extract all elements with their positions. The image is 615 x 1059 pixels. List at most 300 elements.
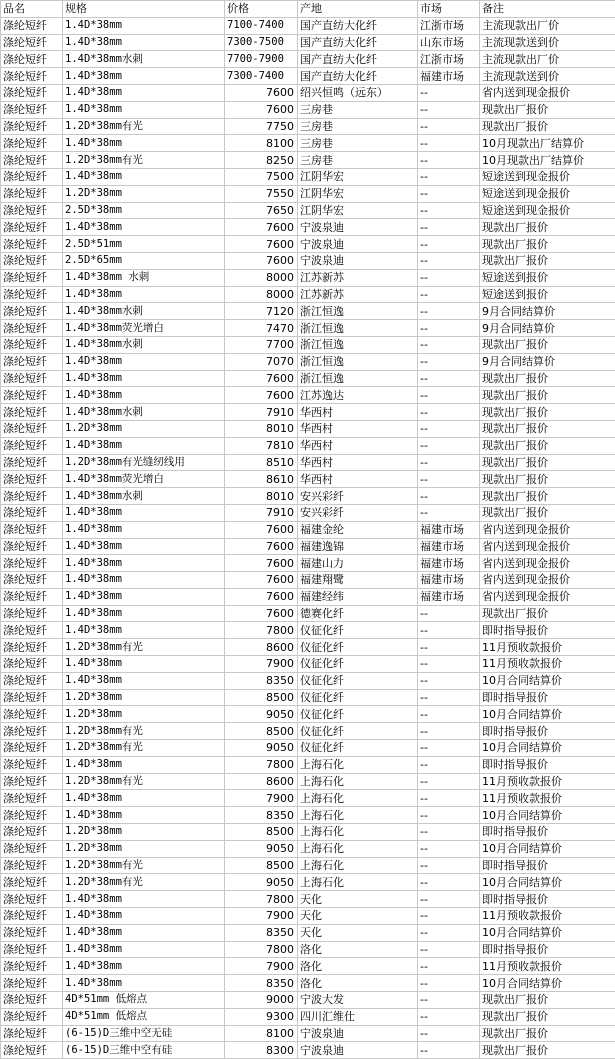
cell-origin: 江苏新苏	[298, 269, 418, 286]
table-row	[1, 924, 615, 941]
table-body	[1, 17, 615, 1058]
cell-spec: 1.4D*38mm	[63, 756, 225, 773]
cell-product-name: 涤纶短纤	[1, 807, 63, 824]
cell-product-name: 涤纶短纤	[1, 488, 63, 505]
cell-remark: 现款出厂报价	[480, 101, 615, 118]
cell-product-name: 涤纶短纤	[1, 68, 63, 85]
cell-price: 8600	[225, 773, 298, 790]
cell-product-name: 涤纶短纤	[1, 420, 63, 437]
cell-price: 8350	[225, 924, 298, 941]
cell-origin: 上海石化	[298, 773, 418, 790]
cell-remark: 即时指导报价	[480, 941, 615, 958]
cell-spec: 1.4D*38mm	[63, 891, 225, 908]
table-row	[1, 286, 615, 303]
cell-origin: 上海石化	[298, 874, 418, 891]
cell-price: 9000	[225, 992, 298, 1009]
cell-market: --	[418, 219, 480, 236]
cell-market: --	[418, 437, 480, 454]
cell-market: --	[418, 269, 480, 286]
table-row	[1, 773, 615, 790]
cell-product-name: 涤纶短纤	[1, 756, 63, 773]
table-row	[1, 824, 615, 841]
cell-spec: 1.4D*38mm	[63, 521, 225, 538]
table-row	[1, 437, 615, 454]
cell-origin: 江阴华宏	[298, 202, 418, 219]
table-row	[1, 756, 615, 773]
cell-spec: 1.4D*38mm荧光增白	[63, 320, 225, 337]
cell-product-name: 涤纶短纤	[1, 1025, 63, 1042]
cell-market: --	[418, 1008, 480, 1025]
cell-product-name: 涤纶短纤	[1, 706, 63, 723]
table-row	[1, 269, 615, 286]
cell-remark: 主流现款出厂价	[480, 17, 615, 34]
cell-spec: 1.4D*38mm	[63, 286, 225, 303]
cell-spec: 1.4D*38mm水刺	[63, 51, 225, 68]
cell-price: 7070	[225, 353, 298, 370]
table-row	[1, 672, 615, 689]
cell-market: --	[418, 286, 480, 303]
cell-product-name: 涤纶短纤	[1, 521, 63, 538]
cell-spec: 1.4D*38mm	[63, 504, 225, 521]
cell-product-name: 涤纶短纤	[1, 404, 63, 421]
cell-price: 7650	[225, 202, 298, 219]
cell-origin: 上海石化	[298, 790, 418, 807]
cell-product-name: 涤纶短纤	[1, 588, 63, 605]
cell-product-name: 涤纶短纤	[1, 387, 63, 404]
cell-product-name: 涤纶短纤	[1, 101, 63, 118]
cell-origin: 洛化	[298, 958, 418, 975]
cell-price: 7900	[225, 790, 298, 807]
cell-market: --	[418, 924, 480, 941]
cell-product-name: 涤纶短纤	[1, 269, 63, 286]
cell-spec: 1.2D*38mm有光	[63, 874, 225, 891]
cell-remark: 即时指导报价	[480, 689, 615, 706]
cell-price: 7600	[225, 84, 298, 101]
cell-spec: 1.2D*38mm	[63, 840, 225, 857]
cell-spec: 1.2D*38mm	[63, 185, 225, 202]
cell-product-name: 涤纶短纤	[1, 370, 63, 387]
cell-spec: 1.4D*38mm	[63, 941, 225, 958]
header-remark: 备注	[480, 1, 615, 18]
cell-product-name: 涤纶短纤	[1, 941, 63, 958]
cell-remark: 10月合同结算价	[480, 874, 615, 891]
cell-price: 7600	[225, 521, 298, 538]
cell-origin: 浙江恒逸	[298, 303, 418, 320]
cell-product-name: 涤纶短纤	[1, 252, 63, 269]
cell-market: --	[418, 471, 480, 488]
cell-spec: 1.4D*38mm	[63, 219, 225, 236]
cell-market: 福建市场	[418, 572, 480, 589]
cell-product-name: 涤纶短纤	[1, 34, 63, 51]
cell-remark: 现款出厂报价	[480, 992, 615, 1009]
table-row	[1, 874, 615, 891]
cell-product-name: 涤纶短纤	[1, 773, 63, 790]
cell-remark: 省内送到现金报价	[480, 572, 615, 589]
cell-spec: 1.4D*38mm	[63, 672, 225, 689]
cell-spec: 1.4D*38mm	[63, 605, 225, 622]
cell-origin: 三房巷	[298, 118, 418, 135]
cell-product-name: 涤纶短纤	[1, 840, 63, 857]
cell-price: 9050	[225, 840, 298, 857]
table-row	[1, 521, 615, 538]
cell-market: --	[418, 84, 480, 101]
cell-remark: 11月预收款报价	[480, 656, 615, 673]
table-row	[1, 152, 615, 169]
cell-remark: 10月合同结算价	[480, 807, 615, 824]
cell-product-name: 涤纶短纤	[1, 790, 63, 807]
table-row	[1, 219, 615, 236]
cell-product-name: 涤纶短纤	[1, 992, 63, 1009]
cell-price: 7900	[225, 958, 298, 975]
cell-product-name: 涤纶短纤	[1, 555, 63, 572]
table-row	[1, 975, 615, 992]
table-row	[1, 370, 615, 387]
cell-spec: 1.4D*38mm	[63, 975, 225, 992]
cell-price: 9050	[225, 740, 298, 757]
cell-product-name: 涤纶短纤	[1, 656, 63, 673]
cell-market: --	[418, 740, 480, 757]
cell-price: 8010	[225, 488, 298, 505]
cell-spec: 1.2D*38mm有光	[63, 857, 225, 874]
cell-product-name: 涤纶短纤	[1, 1008, 63, 1025]
table-row	[1, 68, 615, 85]
cell-origin: 华西村	[298, 471, 418, 488]
table-row	[1, 320, 615, 337]
table-row	[1, 404, 615, 421]
cell-price: 7100-7400	[225, 17, 298, 34]
cell-remark: 11月预收款报价	[480, 773, 615, 790]
cell-product-name: 涤纶短纤	[1, 454, 63, 471]
cell-remark: 10月合同结算价	[480, 706, 615, 723]
cell-spec: 2.5D*51mm	[63, 236, 225, 253]
cell-market: --	[418, 101, 480, 118]
cell-market: 福建市场	[418, 68, 480, 85]
table-row	[1, 555, 615, 572]
cell-market: --	[418, 908, 480, 925]
cell-remark: 现款出厂报价	[480, 370, 615, 387]
header-origin: 产地	[298, 1, 418, 18]
cell-price: 8100	[225, 1025, 298, 1042]
table-row	[1, 740, 615, 757]
cell-remark: 短途送到报价	[480, 269, 615, 286]
cell-spec: 1.2D*38mm有光	[63, 118, 225, 135]
cell-spec: 1.2D*38mm	[63, 689, 225, 706]
cell-market: --	[418, 605, 480, 622]
cell-price: 7600	[225, 252, 298, 269]
cell-origin: 洛化	[298, 975, 418, 992]
cell-origin: 上海石化	[298, 756, 418, 773]
table-row	[1, 689, 615, 706]
cell-price: 8300	[225, 1042, 298, 1059]
cell-price: 7600	[225, 219, 298, 236]
cell-spec: 1.4D*38mm	[63, 622, 225, 639]
cell-market: --	[418, 420, 480, 437]
cell-product-name: 涤纶短纤	[1, 303, 63, 320]
cell-market: --	[418, 370, 480, 387]
cell-origin: 华西村	[298, 420, 418, 437]
cell-product-name: 涤纶短纤	[1, 672, 63, 689]
cell-market: 江浙市场	[418, 51, 480, 68]
cell-price: 9300	[225, 1008, 298, 1025]
cell-origin: 浙江恒逸	[298, 320, 418, 337]
cell-remark: 10月现款出厂结算价	[480, 135, 615, 152]
cell-market: --	[418, 118, 480, 135]
table-row	[1, 51, 615, 68]
cell-origin: 福建经纬	[298, 588, 418, 605]
cell-price: 8350	[225, 975, 298, 992]
cell-remark: 10月合同结算价	[480, 924, 615, 941]
table-row	[1, 84, 615, 101]
table-row	[1, 471, 615, 488]
cell-origin: 宁波泉迪	[298, 219, 418, 236]
cell-spec: 1.2D*38mm	[63, 824, 225, 841]
cell-price: 7120	[225, 303, 298, 320]
cell-product-name: 涤纶短纤	[1, 353, 63, 370]
cell-product-name: 涤纶短纤	[1, 1042, 63, 1059]
cell-market: 福建市场	[418, 588, 480, 605]
table-row	[1, 488, 615, 505]
cell-origin: 福建翔鹭	[298, 572, 418, 589]
cell-origin: 洛化	[298, 941, 418, 958]
cell-origin: 江阴华宏	[298, 185, 418, 202]
cell-market: --	[418, 353, 480, 370]
cell-origin: 三房巷	[298, 152, 418, 169]
cell-market: --	[418, 387, 480, 404]
cell-price: 7500	[225, 168, 298, 185]
table-row	[1, 656, 615, 673]
cell-spec: (6-15)D三维中空无硅	[63, 1025, 225, 1042]
cell-market: --	[418, 1025, 480, 1042]
cell-price: 7300-7500	[225, 34, 298, 51]
cell-market: --	[418, 320, 480, 337]
cell-market: --	[418, 168, 480, 185]
cell-remark: 现款出厂报价	[480, 471, 615, 488]
cell-product-name: 涤纶短纤	[1, 51, 63, 68]
table-row	[1, 118, 615, 135]
cell-price: 7910	[225, 504, 298, 521]
cell-market: --	[418, 992, 480, 1009]
cell-product-name: 涤纶短纤	[1, 504, 63, 521]
table-row	[1, 790, 615, 807]
cell-spec: 1.4D*38mm	[63, 17, 225, 34]
cell-spec: 1.2D*38mm有光	[63, 723, 225, 740]
cell-product-name: 涤纶短纤	[1, 118, 63, 135]
cell-price: 7900	[225, 908, 298, 925]
cell-product-name: 涤纶短纤	[1, 135, 63, 152]
cell-origin: 江阴华宏	[298, 168, 418, 185]
cell-remark: 11月预收款报价	[480, 908, 615, 925]
cell-origin: 仪征化纤	[298, 706, 418, 723]
cell-market: --	[418, 706, 480, 723]
cell-origin: 仪征化纤	[298, 639, 418, 656]
cell-product-name: 涤纶短纤	[1, 824, 63, 841]
cell-price: 8350	[225, 807, 298, 824]
table-row	[1, 17, 615, 34]
cell-remark: 短途送到报价	[480, 286, 615, 303]
cell-product-name: 涤纶短纤	[1, 639, 63, 656]
cell-spec: 1.2D*38mm	[63, 420, 225, 437]
cell-product-name: 涤纶短纤	[1, 924, 63, 941]
cell-product-name: 涤纶短纤	[1, 874, 63, 891]
table-row	[1, 353, 615, 370]
cell-product-name: 涤纶短纤	[1, 185, 63, 202]
table-row	[1, 958, 615, 975]
cell-origin: 天化	[298, 891, 418, 908]
cell-price: 8610	[225, 471, 298, 488]
cell-market: --	[418, 135, 480, 152]
header-price: 价格	[225, 1, 298, 18]
cell-product-name: 涤纶短纤	[1, 538, 63, 555]
cell-remark: 现款出厂报价	[480, 488, 615, 505]
table-row	[1, 236, 615, 253]
cell-price: 7300-7400	[225, 68, 298, 85]
cell-remark: 省内送到现金报价	[480, 84, 615, 101]
table-row	[1, 538, 615, 555]
table-row	[1, 639, 615, 656]
table-row	[1, 706, 615, 723]
cell-market: --	[418, 807, 480, 824]
cell-origin: 国产直纺大化纤	[298, 34, 418, 51]
cell-product-name: 涤纶短纤	[1, 286, 63, 303]
cell-origin: 上海石化	[298, 824, 418, 841]
cell-market: --	[418, 941, 480, 958]
cell-origin: 浙江恒逸	[298, 370, 418, 387]
cell-product-name: 涤纶短纤	[1, 572, 63, 589]
cell-product-name: 涤纶短纤	[1, 740, 63, 757]
cell-product-name: 涤纶短纤	[1, 17, 63, 34]
cell-remark: 省内送到现金报价	[480, 521, 615, 538]
table-row	[1, 504, 615, 521]
cell-origin: 宁波泉迪	[298, 236, 418, 253]
cell-product-name: 涤纶短纤	[1, 236, 63, 253]
cell-remark: 短途送到现金报价	[480, 202, 615, 219]
cell-origin: 宁波泉迪	[298, 1025, 418, 1042]
cell-market: 福建市场	[418, 521, 480, 538]
cell-spec: (6-15)D三维中空有硅	[63, 1042, 225, 1059]
cell-product-name: 涤纶短纤	[1, 975, 63, 992]
cell-price: 9050	[225, 706, 298, 723]
cell-remark: 11月预收款报价	[480, 790, 615, 807]
table-row	[1, 34, 615, 51]
cell-product-name: 涤纶短纤	[1, 857, 63, 874]
cell-spec: 1.4D*38mm水刺	[63, 488, 225, 505]
cell-price: 7750	[225, 118, 298, 135]
cell-origin: 华西村	[298, 437, 418, 454]
table-row	[1, 252, 615, 269]
cell-product-name: 涤纶短纤	[1, 336, 63, 353]
table-row	[1, 185, 615, 202]
cell-market: --	[418, 891, 480, 908]
table-row	[1, 857, 615, 874]
table-row	[1, 723, 615, 740]
cell-price: 8100	[225, 135, 298, 152]
cell-price: 7600	[225, 572, 298, 589]
cell-price: 7800	[225, 756, 298, 773]
cell-remark: 短途送到现金报价	[480, 168, 615, 185]
cell-remark: 9月合同结算价	[480, 303, 615, 320]
cell-market: --	[418, 773, 480, 790]
cell-market: --	[418, 236, 480, 253]
cell-spec: 1.4D*38mm	[63, 924, 225, 941]
cell-market: --	[418, 857, 480, 874]
cell-price: 7600	[225, 588, 298, 605]
cell-price: 7700	[225, 336, 298, 353]
cell-spec: 1.4D*38mm	[63, 353, 225, 370]
cell-product-name: 涤纶短纤	[1, 958, 63, 975]
cell-spec: 1.4D*38mm	[63, 958, 225, 975]
cell-price: 7600	[225, 101, 298, 118]
cell-remark: 即时指导报价	[480, 723, 615, 740]
cell-market: --	[418, 790, 480, 807]
cell-price: 7550	[225, 185, 298, 202]
cell-remark: 现款出厂报价	[480, 236, 615, 253]
cell-origin: 福建逸锦	[298, 538, 418, 555]
cell-spec: 1.4D*38mm	[63, 34, 225, 51]
table-row	[1, 588, 615, 605]
cell-market: --	[418, 504, 480, 521]
cell-product-name: 涤纶短纤	[1, 723, 63, 740]
cell-price: 8500	[225, 689, 298, 706]
table-row	[1, 420, 615, 437]
cell-spec: 1.4D*38mm水刺	[63, 404, 225, 421]
cell-origin: 福建山力	[298, 555, 418, 572]
cell-market: --	[418, 152, 480, 169]
cell-market: --	[418, 336, 480, 353]
cell-remark: 现款出厂报价	[480, 1025, 615, 1042]
cell-price: 8350	[225, 672, 298, 689]
cell-origin: 国产直纺大化纤	[298, 68, 418, 85]
cell-spec: 1.4D*38mm	[63, 68, 225, 85]
table-row	[1, 572, 615, 589]
header-market: 市场	[418, 1, 480, 18]
cell-market: 福建市场	[418, 555, 480, 572]
table-row	[1, 1025, 615, 1042]
table-row	[1, 303, 615, 320]
cell-remark: 即时指导报价	[480, 891, 615, 908]
cell-origin: 宁波泉迪	[298, 1042, 418, 1059]
cell-remark: 10月合同结算价	[480, 975, 615, 992]
cell-origin: 上海石化	[298, 807, 418, 824]
cell-remark: 即时指导报价	[480, 756, 615, 773]
cell-origin: 江苏新苏	[298, 286, 418, 303]
cell-origin: 上海石化	[298, 857, 418, 874]
cell-remark: 10月现款出厂结算价	[480, 152, 615, 169]
cell-remark: 即时指导报价	[480, 622, 615, 639]
cell-spec: 1.4D*38mm	[63, 101, 225, 118]
cell-market: --	[418, 975, 480, 992]
table-row	[1, 891, 615, 908]
cell-spec: 4D*51mm 低熔点	[63, 992, 225, 1009]
cell-product-name: 涤纶短纤	[1, 622, 63, 639]
cell-market: --	[418, 689, 480, 706]
cell-origin: 天化	[298, 924, 418, 941]
cell-spec: 1.4D*38mm荧光增白	[63, 471, 225, 488]
cell-remark: 现款出厂报价	[480, 404, 615, 421]
cell-price: 7470	[225, 320, 298, 337]
header-product-name: 品名	[1, 1, 63, 18]
cell-remark: 11月预收款报价	[480, 958, 615, 975]
cell-market: --	[418, 958, 480, 975]
cell-origin: 仪征化纤	[298, 622, 418, 639]
cell-price: 7600	[225, 387, 298, 404]
cell-price: 7600	[225, 370, 298, 387]
cell-remark: 短途送到现金报价	[480, 185, 615, 202]
table-row	[1, 840, 615, 857]
cell-spec: 1.2D*38mm有光	[63, 639, 225, 656]
cell-remark: 现款出厂报价	[480, 420, 615, 437]
cell-product-name: 涤纶短纤	[1, 689, 63, 706]
table-row	[1, 605, 615, 622]
